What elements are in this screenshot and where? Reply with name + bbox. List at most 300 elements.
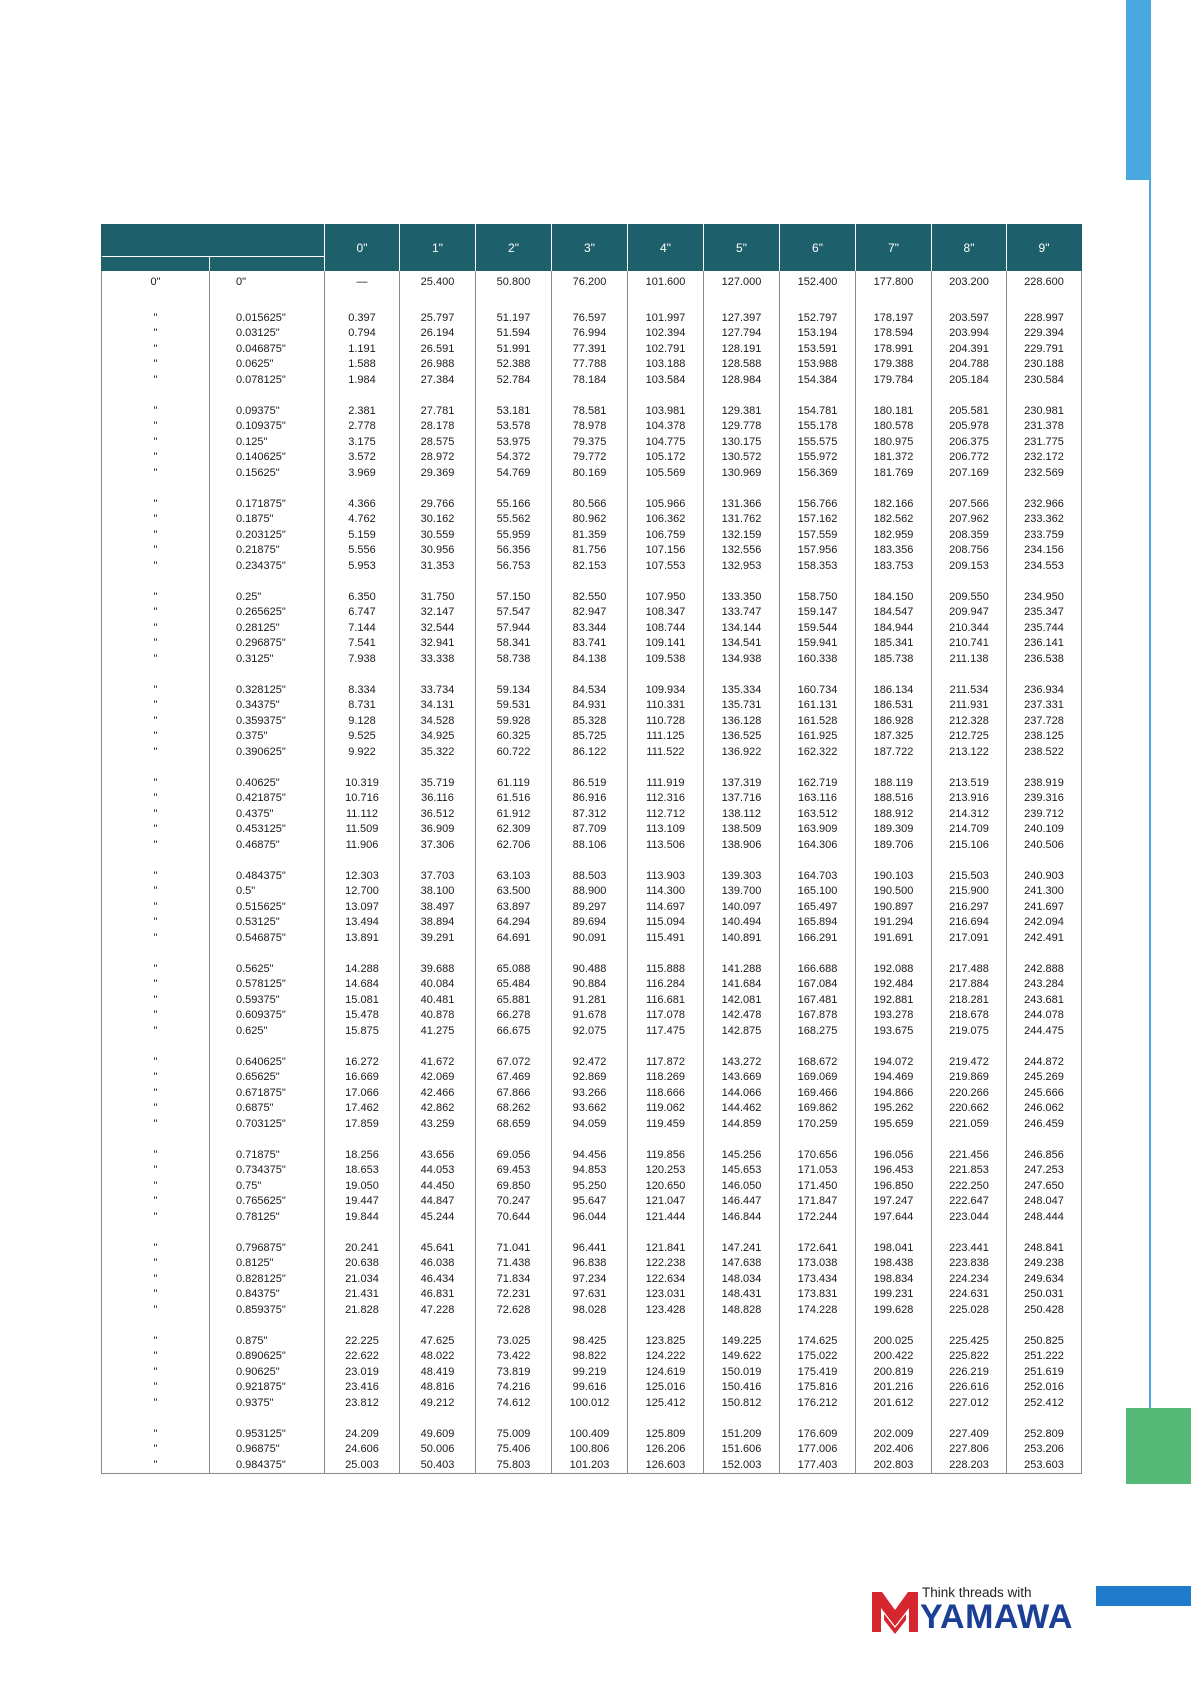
decimal-inch-cell: 0.5" [210,884,325,900]
mm-value-cell: 238.522 [1007,745,1082,761]
mm-value-cell: 13.097 [325,900,400,916]
group-spacer-row [102,574,1082,590]
mm-value-cell: 250.428 [1007,1303,1082,1319]
mm-value-cell: 80.169 [552,466,628,482]
table-row [102,1287,1082,1303]
mm-value-cell: 97.234 [552,1272,628,1288]
mm-value-cell: 198.834 [856,1272,932,1288]
spacer-cell [476,481,552,497]
mm-value-cell: 4.762 [325,512,400,528]
mm-value-cell: 118.666 [628,1086,704,1102]
fraction-cell: " [102,497,210,513]
mm-value-cell: 213.519 [932,776,1007,792]
spacer-cell [932,667,1007,683]
mm-value-cell: 214.312 [932,807,1007,823]
mm-value-cell: 30.162 [400,512,476,528]
fraction-cell: " [102,1024,210,1040]
mm-value-cell: 204.391 [932,342,1007,358]
spacer-cell [210,1411,325,1427]
mm-value-cell: 95.647 [552,1194,628,1210]
decimal-inch-cell: 0.453125" [210,822,325,838]
decimal-inch-cell: 0.4375" [210,807,325,823]
mm-value-cell: 248.444 [1007,1210,1082,1226]
mm-value-cell: 155.575 [780,435,856,451]
mm-value-cell: 107.156 [628,543,704,559]
mm-value-cell: 146.050 [704,1179,780,1195]
mm-value-cell: 1.191 [325,342,400,358]
mm-value-cell: 34.131 [400,698,476,714]
mm-value-cell: 78.184 [552,373,628,389]
mm-value-cell: 79.772 [552,450,628,466]
column-header: 0" [325,224,400,271]
decimal-inch-cell: 0.171875" [210,497,325,513]
mm-value-cell: 134.938 [704,652,780,668]
decimal-inch-cell: 0.796875" [210,1241,325,1257]
decimal-inch-cell: 0.3125" [210,652,325,668]
mm-value-cell: 200.025 [856,1334,932,1350]
decimal-inch-cell: 0.15625" [210,466,325,482]
mm-value-cell: 26.988 [400,357,476,373]
spacer-cell [628,295,704,311]
mm-value-cell: 208.359 [932,528,1007,544]
fraction-cell: " [102,1117,210,1133]
mm-value-cell: 253.206 [1007,1442,1082,1458]
table-row [102,1117,1082,1133]
mm-value-cell: 55.562 [476,512,552,528]
fraction-cell: " [102,1241,210,1257]
mm-value-cell: 170.259 [780,1117,856,1133]
mm-value-cell: 84.138 [552,652,628,668]
mm-value-cell: 132.159 [704,528,780,544]
mm-value-cell: 109.538 [628,652,704,668]
mm-value-cell: 49.212 [400,1396,476,1412]
decimal-inch-cell: 0.21875" [210,543,325,559]
mm-value-cell: 106.362 [628,512,704,528]
mm-value-cell: 73.422 [476,1349,552,1365]
mm-value-cell: 22.225 [325,1334,400,1350]
spacer-cell [325,1225,400,1241]
fraction-cell: " [102,900,210,916]
decimal-inch-cell: 0.875" [210,1334,325,1350]
mm-value-cell: 114.300 [628,884,704,900]
mm-value-cell: 148.034 [704,1272,780,1288]
mm-value-cell: 164.703 [780,869,856,885]
spacer-cell [552,388,628,404]
mm-value-cell: 134.541 [704,636,780,652]
mm-value-cell: 158.353 [780,559,856,575]
mm-value-cell: 168.275 [780,1024,856,1040]
mm-value-cell: 61.516 [476,791,552,807]
mm-value-cell: 5.953 [325,559,400,575]
decimal-inch-cell: 0.765625" [210,1194,325,1210]
decimal-inch-cell: 0.65625" [210,1070,325,1086]
column-header: 1" [400,224,476,271]
mm-value-cell: 108.347 [628,605,704,621]
fraction-cell: " [102,357,210,373]
mm-value-cell: 130.175 [704,435,780,451]
mm-value-cell: 59.928 [476,714,552,730]
decimal-inch-cell: 0.125" [210,435,325,451]
mm-value-cell: 85.328 [552,714,628,730]
mm-value-cell: 152.400 [780,271,856,295]
group-spacer-row [102,1132,1082,1148]
mm-value-cell: 28.178 [400,419,476,435]
mm-value-cell: 82.153 [552,559,628,575]
mm-value-cell: 127.000 [704,271,780,295]
mm-value-cell: 157.559 [780,528,856,544]
spacer-cell [856,1225,932,1241]
fraction-cell: " [102,1148,210,1164]
decimal-inch-cell: 0.109375" [210,419,325,435]
mm-value-cell: 131.762 [704,512,780,528]
mm-value-cell: 5.556 [325,543,400,559]
spacer-cell [932,574,1007,590]
mm-value-cell: 54.769 [476,466,552,482]
fraction-cell: " [102,745,210,761]
mm-value-cell: 184.547 [856,605,932,621]
mm-value-cell: 114.697 [628,900,704,916]
fraction-cell: " [102,1101,210,1117]
mm-value-cell: 6.350 [325,590,400,606]
spacer-cell [102,760,210,776]
mm-value-cell: 189.706 [856,838,932,854]
table-row [102,791,1082,807]
mm-value-cell: 112.712 [628,807,704,823]
mm-value-cell: 14.288 [325,962,400,978]
mm-value-cell: 104.378 [628,419,704,435]
mm-value-cell: 148.431 [704,1287,780,1303]
spacer-cell [1007,574,1082,590]
mm-value-cell: 97.631 [552,1287,628,1303]
mm-value-cell: 15.875 [325,1024,400,1040]
mm-value-cell: 172.641 [780,1241,856,1257]
mm-value-cell: 28.972 [400,450,476,466]
mm-value-cell: 23.019 [325,1365,400,1381]
fraction-cell: " [102,729,210,745]
mm-value-cell: 111.125 [628,729,704,745]
mm-value-cell: 103.584 [628,373,704,389]
table-row [102,1349,1082,1365]
spacer-cell [1007,667,1082,683]
spacer-cell [704,1225,780,1241]
mm-value-cell: 138.112 [704,807,780,823]
mm-value-cell: 62.309 [476,822,552,838]
mm-value-cell: 160.734 [780,683,856,699]
mm-value-cell: 45.641 [400,1241,476,1257]
spacer-cell [476,667,552,683]
mm-value-cell: 223.838 [932,1256,1007,1272]
mm-value-cell: 216.297 [932,900,1007,916]
mm-value-cell: 181.769 [856,466,932,482]
spacer-cell [102,481,210,497]
fraction-cell: " [102,404,210,420]
mm-value-cell: 196.453 [856,1163,932,1179]
mm-value-cell: 105.569 [628,466,704,482]
mm-value-cell: 56.753 [476,559,552,575]
mm-value-cell: 219.869 [932,1070,1007,1086]
spacer-cell [400,295,476,311]
mm-value-cell: 215.503 [932,869,1007,885]
mm-value-cell: 38.497 [400,900,476,916]
mm-value-cell: 202.803 [856,1458,932,1474]
mm-value-cell: 26.591 [400,342,476,358]
mm-value-cell: 205.581 [932,404,1007,420]
mm-value-cell: 117.078 [628,1008,704,1024]
fraction-cell: 0" [102,271,210,295]
fraction-cell: " [102,807,210,823]
mm-value-cell: 21.431 [325,1287,400,1303]
spacer-cell [400,1039,476,1055]
spacer-cell [704,667,780,683]
decorative-blue-line [1149,0,1151,1460]
mm-value-cell: 31.353 [400,559,476,575]
fraction-cell: " [102,1179,210,1195]
mm-value-cell: 53.578 [476,419,552,435]
mm-value-cell: 85.725 [552,729,628,745]
spacer-cell [210,1132,325,1148]
mm-value-cell: 115.094 [628,915,704,931]
mm-value-cell: 0.397 [325,311,400,327]
table-row [102,1458,1082,1474]
mm-value-cell: 17.066 [325,1086,400,1102]
spacer-cell [856,1411,932,1427]
mm-value-cell: 251.222 [1007,1349,1082,1365]
mm-value-cell: 66.675 [476,1024,552,1040]
mm-value-cell: 153.194 [780,326,856,342]
spacer-cell [552,853,628,869]
mm-value-cell: 67.072 [476,1055,552,1071]
mm-value-cell: 43.259 [400,1117,476,1133]
decimal-inch-cell: 0.625" [210,1024,325,1040]
mm-value-cell: 25.797 [400,311,476,327]
table-row [102,559,1082,575]
spacer-cell [856,760,932,776]
mm-value-cell: 78.978 [552,419,628,435]
spacer-cell [1007,1225,1082,1241]
mm-value-cell: 121.444 [628,1210,704,1226]
mm-value-cell: 219.472 [932,1055,1007,1071]
mm-value-cell: 144.462 [704,1101,780,1117]
spacer-cell [552,1411,628,1427]
spacer-cell [628,1318,704,1334]
mm-value-cell: 124.222 [628,1349,704,1365]
mm-value-cell: 92.869 [552,1070,628,1086]
mm-value-cell: 166.688 [780,962,856,978]
fraction-cell: " [102,373,210,389]
mm-value-cell: 165.894 [780,915,856,931]
spacer-cell [400,1225,476,1241]
mm-value-cell: 237.331 [1007,698,1082,714]
mm-value-cell: 9.525 [325,729,400,745]
decimal-inch-cell: 0.84375" [210,1287,325,1303]
mm-value-cell: 87.312 [552,807,628,823]
fraction-cell: " [102,435,210,451]
mm-value-cell: 11.509 [325,822,400,838]
spacer-cell [102,295,210,311]
mm-value-cell: 23.812 [325,1396,400,1412]
mm-value-cell: 155.178 [780,419,856,435]
mm-value-cell: 174.625 [780,1334,856,1350]
mm-value-cell: 207.169 [932,466,1007,482]
mm-value-cell: 77.391 [552,342,628,358]
mm-value-cell: 142.875 [704,1024,780,1040]
table-row [102,466,1082,482]
mm-value-cell: 116.681 [628,993,704,1009]
table-row [102,1442,1082,1458]
mm-value-cell: 17.462 [325,1101,400,1117]
mm-value-cell: 100.409 [552,1427,628,1443]
table-row [102,807,1082,823]
mm-value-cell: 239.712 [1007,807,1082,823]
mm-value-cell: 108.744 [628,621,704,637]
mm-value-cell: 115.491 [628,931,704,947]
table-row [102,357,1082,373]
mm-value-cell: 83.741 [552,636,628,652]
mm-value-cell: 18.256 [325,1148,400,1164]
table-row [102,838,1082,854]
spacer-cell [476,760,552,776]
mm-value-cell: 40.481 [400,993,476,1009]
mm-value-cell: 171.053 [780,1163,856,1179]
table-row [102,404,1082,420]
mm-value-cell: 50.006 [400,1442,476,1458]
mm-value-cell: 94.059 [552,1117,628,1133]
table-row [102,822,1082,838]
decimal-inch-cell: 0.671875" [210,1086,325,1102]
mm-value-cell: 228.600 [1007,271,1082,295]
mm-value-cell: 29.766 [400,497,476,513]
spacer-cell [400,760,476,776]
mm-value-cell: 103.981 [628,404,704,420]
mm-value-cell: 227.012 [932,1396,1007,1412]
spacer-cell [476,853,552,869]
mm-value-cell: 53.181 [476,404,552,420]
mm-value-cell: 201.216 [856,1380,932,1396]
mm-value-cell: 67.866 [476,1086,552,1102]
mm-value-cell: 25.400 [400,271,476,295]
spacer-cell [856,574,932,590]
spacer-cell [552,946,628,962]
spacer-cell [856,388,932,404]
fraction-cell: " [102,931,210,947]
mm-value-cell: 134.144 [704,621,780,637]
mm-value-cell: 209.947 [932,605,1007,621]
mm-value-cell: 16.669 [325,1070,400,1086]
mm-value-cell: 235.347 [1007,605,1082,621]
mm-value-cell: 141.684 [704,977,780,993]
mm-value-cell: 228.203 [932,1458,1007,1474]
mm-value-cell: 159.544 [780,621,856,637]
mm-value-cell: 28.575 [400,435,476,451]
spacer-cell [552,295,628,311]
spacer-cell [476,1411,552,1427]
mm-value-cell: 252.016 [1007,1380,1082,1396]
mm-value-cell: 147.638 [704,1256,780,1272]
spacer-cell [552,574,628,590]
mm-value-cell: 23.416 [325,1380,400,1396]
mm-value-cell: 150.416 [704,1380,780,1396]
mm-value-cell: 219.075 [932,1024,1007,1040]
mm-value-cell: 18.653 [325,1163,400,1179]
mm-value-cell: 155.972 [780,450,856,466]
mm-value-cell: 84.931 [552,698,628,714]
fraction-cell: " [102,962,210,978]
mm-value-cell: 3.572 [325,450,400,466]
fraction-cell: " [102,714,210,730]
mm-value-cell: 130.572 [704,450,780,466]
mm-value-cell: 179.784 [856,373,932,389]
mm-value-cell: 25.003 [325,1458,400,1474]
spacer-cell [704,1411,780,1427]
column-header: 9" [1007,224,1082,271]
table-header [102,224,1082,271]
mm-value-cell: 65.881 [476,993,552,1009]
spacer-cell [325,760,400,776]
spacer-cell [210,667,325,683]
mm-value-cell: 122.238 [628,1256,704,1272]
mm-value-cell: 173.434 [780,1272,856,1288]
spacer-cell [476,574,552,590]
mm-value-cell: 136.525 [704,729,780,745]
decimal-inch-cell: 0.5625" [210,962,325,978]
decimal-inch-cell: 0.46875" [210,838,325,854]
mm-value-cell: 221.059 [932,1117,1007,1133]
fraction-cell: " [102,1070,210,1086]
mm-value-cell: 53.975 [476,435,552,451]
table-row [102,1256,1082,1272]
table-row [102,1380,1082,1396]
spacer-cell [1007,1411,1082,1427]
table-row [102,1194,1082,1210]
mm-value-cell: 1.588 [325,357,400,373]
mm-value-cell: 221.853 [932,1163,1007,1179]
table-row [102,1086,1082,1102]
mm-value-cell: 7.541 [325,636,400,652]
mm-value-cell: 32.941 [400,636,476,652]
mm-value-cell: 177.403 [780,1458,856,1474]
decimal-inch-cell: 0.609375" [210,1008,325,1024]
mm-value-cell: 139.700 [704,884,780,900]
table-row [102,636,1082,652]
spacer-cell [325,1318,400,1334]
mm-value-cell: 199.628 [856,1303,932,1319]
mm-value-cell: 182.562 [856,512,932,528]
spacer-cell [780,1411,856,1427]
mm-value-cell: 210.741 [932,636,1007,652]
mm-value-cell: 210.344 [932,621,1007,637]
mm-value-cell: 64.691 [476,931,552,947]
mm-value-cell: 184.150 [856,590,932,606]
mm-value-cell: 45.244 [400,1210,476,1226]
mm-value-cell: 154.781 [780,404,856,420]
mm-value-cell: 93.266 [552,1086,628,1102]
group-spacer-row [102,295,1082,311]
spacer-cell [476,1039,552,1055]
mm-value-cell: 207.962 [932,512,1007,528]
mm-value-cell: 217.488 [932,962,1007,978]
mm-value-cell: 145.653 [704,1163,780,1179]
mm-value-cell: 193.675 [856,1024,932,1040]
mm-value-cell: 175.022 [780,1349,856,1365]
mm-value-cell: 201.612 [856,1396,932,1412]
mm-value-cell: 218.678 [932,1008,1007,1024]
mm-value-cell: 167.481 [780,993,856,1009]
mm-value-cell: 197.247 [856,1194,932,1210]
spacer-cell [1007,1039,1082,1055]
mm-value-cell: 17.859 [325,1117,400,1133]
mm-value-cell: 63.103 [476,869,552,885]
mm-value-cell: 221.456 [932,1148,1007,1164]
